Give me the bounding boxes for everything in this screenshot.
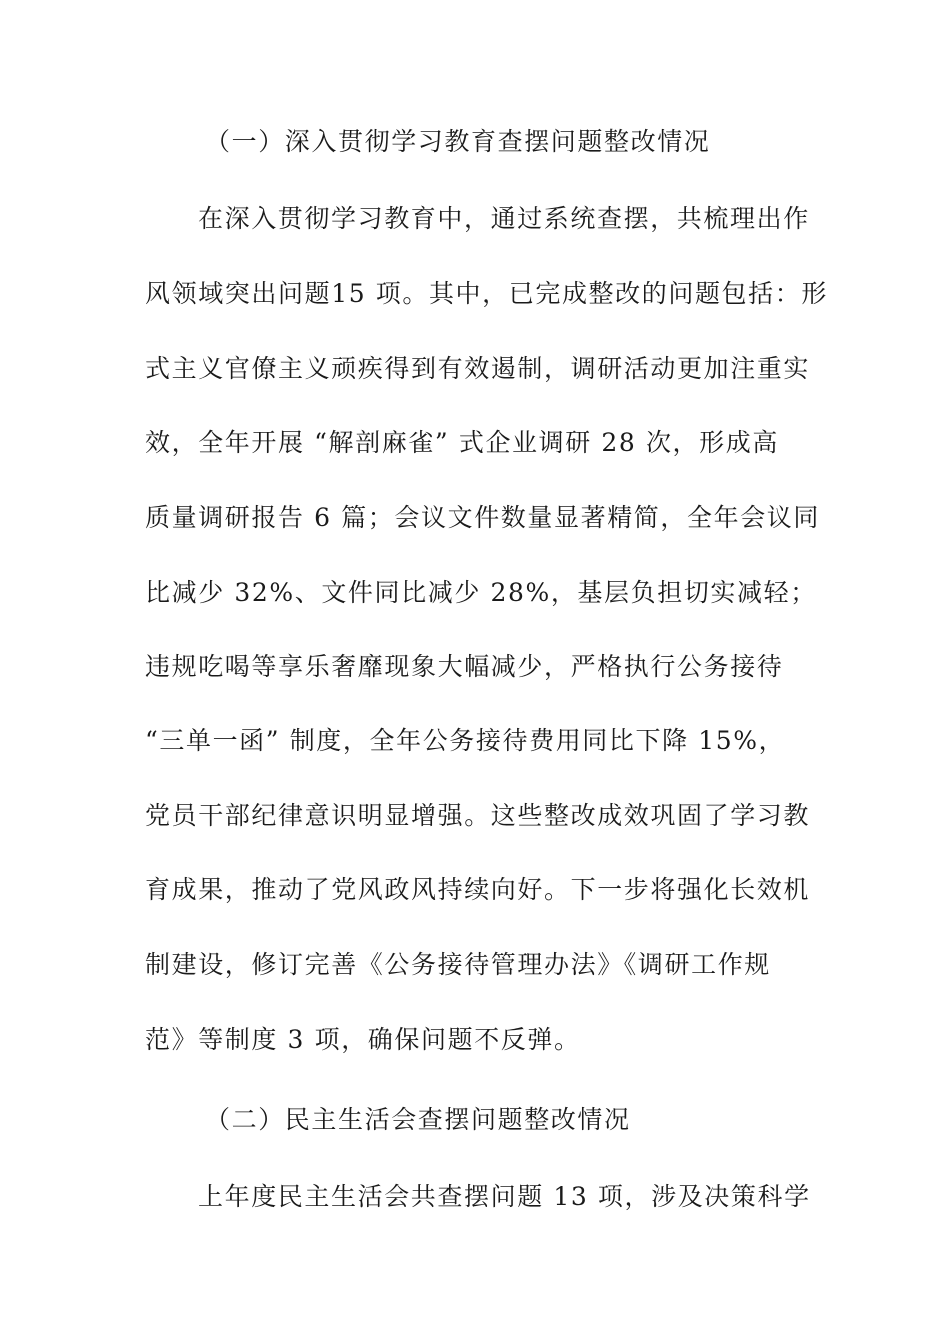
section1-line-1: 在深入贯彻学习教育中，通过系统查摆，共梳理出作 [198, 204, 810, 233]
section1-line-4: 效，全年开展 “解剖麻雀” 式企业调研 28 次，形成高 [145, 428, 779, 457]
section1-line-5: 质量调研报告 6 篇；会议文件数量显著精简，全年会议同 [145, 503, 821, 532]
section1-line-8: “三单一函” 制度，全年公务接待费用同比下降 15%， [145, 726, 786, 755]
section1-line-3: 式主义官僚主义顽疾得到有效遏制，调研活动更加注重实 [145, 354, 811, 383]
section1-line-11: 制建设，修订完善《公务接待管理办法》《调研工作规 [145, 950, 771, 979]
section1-line-7: 违规吃喝等享乐奢靡现象大幅减少，严格执行公务接待 [145, 652, 784, 681]
section1-line-2: 风领域突出问题15 项。其中，已完成整改的问题包括：形 [145, 279, 828, 308]
section1-line-9: 党员干部纪律意识明显增强。这些整改成效巩固了学习教 [145, 801, 811, 830]
section1-line-10: 育成果，推动了党风政风持续向好。下一步将强化长效机 [145, 875, 811, 904]
section2-line-1: 上年度民主生活会共查摆问题 13 项，涉及决策科学 [198, 1182, 811, 1211]
section1-line-12: 范》等制度 3 项，确保问题不反弹。 [145, 1025, 581, 1054]
section1-heading: （一）深入贯彻学习教育查摆问题整改情况 [205, 127, 711, 156]
section2-heading: （二）民主生活会查摆问题整改情况 [205, 1105, 631, 1134]
section1-line-6: 比减少 32%、文件同比减少 28%，基层负担切实减轻； [145, 578, 817, 607]
